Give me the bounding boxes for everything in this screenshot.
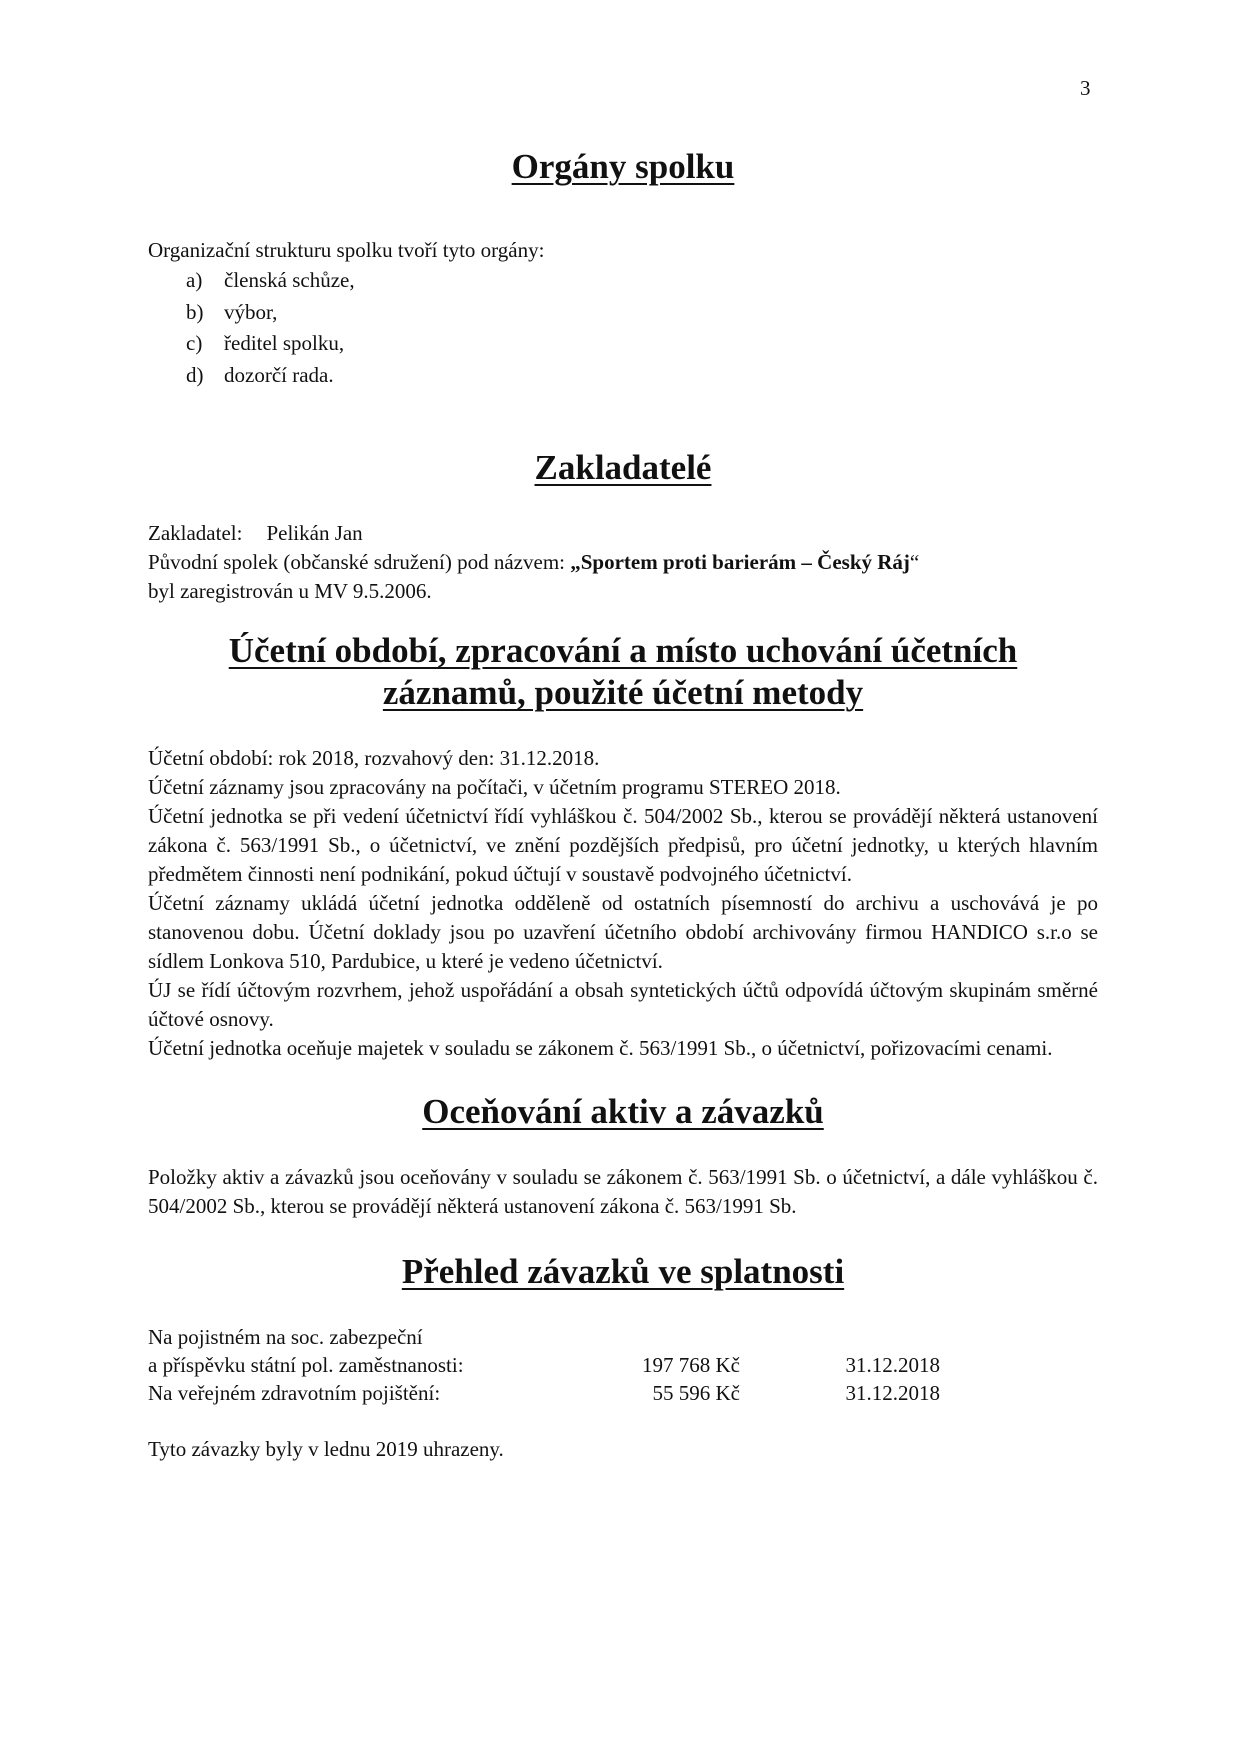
accounting-regulation: Účetní jednotka se při vedení účetnictví řídí vyhláškou č. 504/2002 Sb., kterou se provádějí některá ustanovení zákona č. 563/1991 Sb., o účetnictví, ve znění pozdějších předpisů, pro účetní jednotky, u kterých hlavním předmětem činnosti není podnikání, pokud účtují v soustavě podvojného účetnictví. [148, 804, 1098, 886]
heading-line-2: záznamů, použité účetní metody [382, 673, 864, 712]
valuation-text: Položky aktiv a závazků jsou oceňovány v souladu se zákonem č. 563/1991 Sb. o účetnictví, a dále vyhláškou č. 504/2002 Sb., kterou se provádějí některá ustanovení zákona č. 563/1991 Sb. [148, 1165, 1098, 1218]
list-marker: c) [186, 331, 203, 355]
accounting-period: Účetní období: rok 2018, rozvahový den: 31.12.2018. [148, 746, 600, 770]
asset-valuation: Účetní jednotka oceňuje majetek v souladu se zákonem č. 563/1991 Sb., o účetnictví, pořizovacími cenami. [148, 1036, 1053, 1060]
registration-line: byl zaregistrován u MV 9.5.2006. [148, 579, 432, 603]
liability-amount: 197 768 Kč [642, 1353, 740, 1377]
list-marker: b) [186, 299, 204, 324]
founder-label: Zakladatel: [148, 521, 243, 545]
table-row [148, 1379, 940, 1407]
liability-date: 31.12.2018 [845, 1381, 940, 1405]
list-marker: d) [186, 362, 204, 387]
heading-prehled-zavazku: Přehled závazků ve splatnosti [401, 1252, 845, 1291]
list-item [186, 265, 1098, 297]
liabilities-footer: Tyto závazky byly v lednu 2019 uhrazeny. [148, 1437, 504, 1461]
liability-date: 31.12.2018 [845, 1353, 940, 1377]
list-item-text: členská schůze, [224, 268, 355, 292]
chart-of-accounts: ÚJ se řídí účtovým rozvrhem, jehož uspořádání a obsah syntetických účtů odpovídá účtovým skupinám směrné účtové osnovy. [148, 978, 1098, 1031]
document-body [148, 146, 1098, 1464]
table-row [148, 1323, 940, 1351]
organs-intro: Organizační strukturu spolku tvoří tyto orgány: [148, 238, 545, 262]
heading-organy-spolku: Orgány spolku [511, 147, 735, 186]
heading-ocenovani: Oceňování aktiv a závazků [422, 1092, 824, 1131]
list-item-text: výbor, [224, 299, 278, 324]
table-row [148, 1351, 940, 1379]
liabilities-table [148, 1323, 940, 1407]
liability-label: a příspěvku státní pol. zaměstnanosti: [148, 1353, 464, 1377]
original-association-name: „Sportem proti barierám – Český Ráj [570, 550, 910, 574]
list-item [186, 297, 1098, 329]
heading-zakladatele: Zakladatelé [534, 448, 712, 487]
liability-amount: 55 596 Kč [652, 1381, 740, 1405]
heading-line-1: Účetní období, zpracování a místo uchování účetních [228, 631, 1018, 670]
accounting-archive: Účetní záznamy ukládá účetní jednotka odděleně od ostatních písemností do archivu a uschovává je po stanovenou dobu. Účetní doklady jsou po uzavření účetního období archivovány firmou HANDICO s.r.o se sídlem Lonkova 510, Pardubice, u které je vedeno účetnictví. [148, 891, 1098, 973]
accounting-software: Účetní záznamy jsou zpracovány na počítači, v účetním programu STEREO 2018. [148, 775, 841, 799]
list-item [186, 328, 1098, 360]
original-association-prefix: Původní spolek (občanské sdružení) pod názvem: [148, 550, 571, 574]
original-association-line [148, 548, 1098, 577]
list-item-text: dozorčí rada. [224, 362, 334, 387]
list-item-text: ředitel spolku, [224, 331, 345, 355]
list-item [186, 360, 1098, 392]
liability-label: Na veřejném zdravotním pojištění: [148, 1381, 441, 1405]
heading-ucetni-obdobi [148, 630, 1098, 714]
organs-list [148, 265, 1098, 391]
founder-line [148, 519, 1098, 548]
list-marker: a) [186, 268, 203, 292]
quote-close: “ [909, 550, 920, 574]
liability-label: Na pojistném na soc. zabezpeční [148, 1325, 423, 1349]
page-number: 3 [1080, 76, 1091, 100]
founder-name: Pelikán Jan [266, 521, 363, 545]
